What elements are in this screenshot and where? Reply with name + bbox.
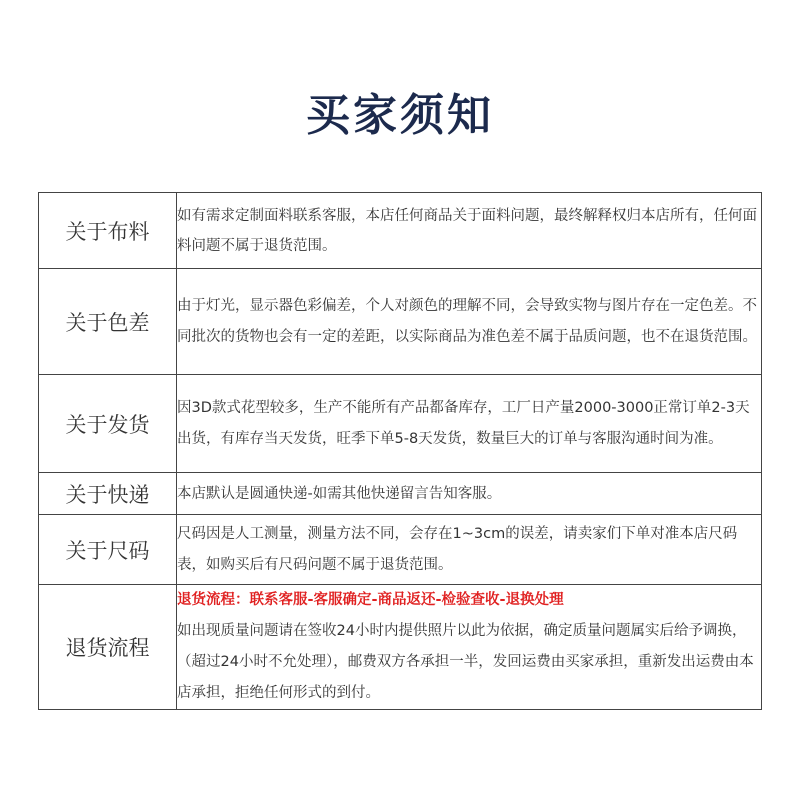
table-row bbox=[39, 375, 762, 473]
row-label-courier: 关于快递 bbox=[39, 473, 177, 515]
row-label-return-process: 退货流程 bbox=[39, 585, 177, 710]
table-row bbox=[39, 269, 762, 375]
table-row bbox=[39, 193, 762, 269]
row-text-courier: 本店默认是圆通快递-如需其他快递留言告知客服。 bbox=[177, 473, 762, 515]
row-label-size: 关于尺码 bbox=[39, 515, 177, 585]
row-label-shipping: 关于发货 bbox=[39, 375, 177, 473]
row-text-color-difference: 由于灯光，显示器色彩偏差，个人对颜色的理解不同，会导致实物与图片存在一定色差。不同批次的货物也会有一定的差距，以实际商品为准色差不属于品质问题，也不在退货范围。 bbox=[177, 269, 762, 375]
row-content-return-process bbox=[177, 585, 762, 710]
row-text-size: 尺码因是人工测量，测量方法不同，会存在1~3cm的误差，请卖家们下单对准本店尺码表，如购买后有尺码问题不属于退货范围。 bbox=[177, 515, 762, 585]
page-title: 买家须知 bbox=[306, 90, 494, 141]
row-text-return-process: 如出现质量问题请在签收24小时内提供照片以此为依据，确定质量问题属实后给予调换，（超过24小时不允处理），邮费双方各承担一半，发回运费由买家承担，重新发出运费由本店承担，拒绝任何形式的到付。 bbox=[177, 623, 754, 701]
table-row bbox=[39, 585, 762, 710]
row-label-fabric: 关于布料 bbox=[39, 193, 177, 269]
row-label-color-difference: 关于色差 bbox=[39, 269, 177, 375]
return-process-steps: 退货流程：联系客服-客服确定-商品返还-检验查收-退换处理 bbox=[177, 592, 564, 608]
row-text-fabric: 如有需求定制面料联系客服，本店任何商品关于面料问题，最终解释权归本店所有，任何面料问题不属于退货范围。 bbox=[177, 193, 762, 269]
table-row bbox=[39, 473, 762, 515]
table-row bbox=[39, 515, 762, 585]
row-text-shipping: 因3D款式花型较多，生产不能所有产品都备库存，工厂日产量2000-3000正常订单2-3天出货，有库存当天发货，旺季下单5-8天发货，数量巨大的订单与客服沟通时间为准。 bbox=[177, 375, 762, 473]
buyer-notice-table bbox=[38, 192, 762, 710]
